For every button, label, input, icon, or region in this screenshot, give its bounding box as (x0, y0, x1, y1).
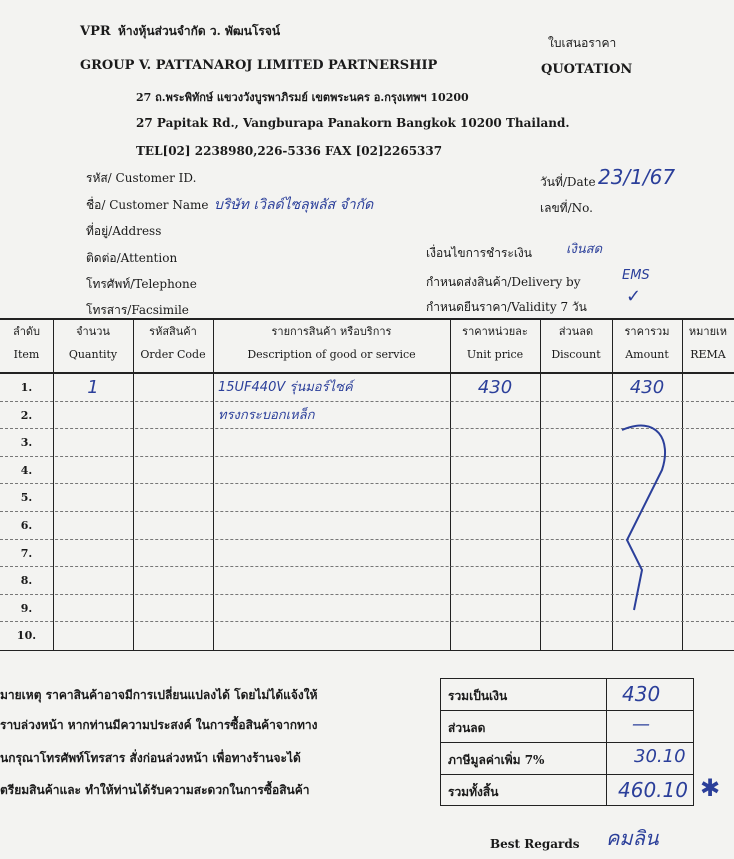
cell-code (133, 567, 213, 595)
grand-total-label: รวมทั้งสิ้น (448, 785, 499, 799)
cell-item: 3. (20, 436, 33, 450)
cell-qty (53, 429, 133, 457)
cell-desc: 15UF440V รุ่นมอร์ไซค์ (218, 380, 353, 395)
grand-total-mark: ✱ (700, 774, 721, 802)
table-row (0, 374, 734, 402)
cell-qty (53, 540, 133, 568)
cell-desc (218, 595, 448, 623)
cell-discount (540, 595, 612, 623)
cell-qty (53, 512, 133, 540)
cell-code (133, 374, 213, 402)
header-remark (682, 322, 734, 361)
cell-qty (53, 622, 133, 650)
cell-discount (540, 540, 612, 568)
header-description (213, 322, 450, 361)
company-address-th: 27 ถ.พระพิทักษ์ แขวงวังบูรพาภิรมย์ เขตพระนคร อ.กรุงเทพฯ 10200 (136, 91, 469, 104)
cell-item: 2. (20, 408, 33, 422)
cell-discount (540, 402, 612, 430)
company-address-en: 27 Papitak Rd., Vangburapa Panakorn Bangkok 10200 Thailand. (136, 116, 570, 130)
cell-item: 4. (20, 463, 33, 477)
remark-line: ราบล่วงหน้า หากท่านมีความประสงค์ ในการซื้อสินค้าจากทาง (0, 718, 318, 732)
cell-discount (540, 512, 612, 540)
cell-code (133, 484, 213, 512)
facsimile-label: โทรสาร/Facsimile (86, 303, 189, 317)
cell-unit (450, 429, 540, 457)
cell-desc (218, 540, 448, 568)
header-order-code-th: รหัสสินค้า (149, 325, 197, 338)
cell-qty (53, 484, 133, 512)
header-quantity-en: Quantity (68, 348, 118, 361)
cell-item: 1. (20, 381, 33, 394)
cell-desc (218, 429, 448, 457)
address-label: ที่อยู่/Address (86, 224, 162, 238)
cell-desc (218, 484, 448, 512)
cell-code (133, 457, 213, 485)
cell-item: 6. (20, 519, 33, 532)
cell-desc (218, 512, 448, 540)
cell-item: 5. (20, 491, 33, 505)
header-order-code (133, 322, 213, 361)
totals-row-divider (440, 710, 694, 711)
delivery-label: กำหนดส่งสินค้า/Delivery by (426, 275, 581, 289)
cell-desc (218, 567, 448, 595)
cell-item: 10. (16, 629, 37, 643)
subtotal-label: รวมเป็นเงิน (448, 689, 508, 703)
header-item-en: Item (13, 348, 40, 361)
cell-item: 7. (20, 546, 33, 560)
cell-discount (540, 622, 612, 650)
header-item-th: ลำดับ (12, 325, 41, 338)
cell-code (133, 622, 213, 650)
company-contact: TEL[02] 2238980,226-5336 FAX [02]2265337 (136, 144, 443, 158)
header-discount-th: ส่วนลด (558, 325, 594, 338)
header-amount-th: ราคารวม (624, 325, 670, 338)
cell-item: 9. (20, 601, 33, 615)
cell-code (133, 540, 213, 568)
best-regards: Best Regards (490, 837, 580, 851)
attention-label: ติดต่อ/Attention (86, 251, 178, 265)
table-bottom-border (0, 650, 734, 651)
grand-total-value: 460.10 (618, 778, 688, 802)
table-top-border (0, 318, 734, 320)
header-description-th: รายการสินค้า หรือบริการ (271, 325, 392, 338)
date-label: วันที่/Date (540, 175, 596, 189)
header-description-en: Description of good or service (247, 348, 416, 361)
customer-id-label: รหัส/ Customer ID. (86, 171, 197, 185)
header-amount-en: Amount (625, 348, 669, 361)
discount-value: — (632, 714, 650, 735)
vat-label: ภาษีมูลค่าเพิ่ม 7% (448, 753, 545, 767)
remark-line: มายเหตุ ราคาสินค้าอาจมีการเปลี่ยนแปลงได้ โดยไม่ได้แจ้งให้ (0, 688, 318, 702)
doc-title-th: ใบเสนอราคา (548, 36, 617, 50)
totals-row-divider (440, 774, 694, 775)
cell-qty (53, 567, 133, 595)
header-unit-price (450, 322, 540, 361)
discount-label: ส่วนลด (448, 721, 486, 735)
validity-check: ✓ (626, 286, 642, 307)
header-discount (540, 322, 612, 361)
cell-discount (540, 429, 612, 457)
cell-unit (450, 595, 540, 623)
header-remark-en: REMA (690, 348, 726, 361)
cell-qty (53, 457, 133, 485)
header-order-code-en: Order Code (140, 348, 206, 361)
header-unit-price-th: ราคาหน่วยละ (462, 325, 528, 338)
cell-unit (450, 402, 540, 430)
cell-discount (540, 484, 612, 512)
amount-strike-mark (612, 400, 682, 650)
company-name-th: ห้างหุ้นส่วนจำกัด ว. พัฒนโรจน์ (118, 24, 281, 38)
cell-discount (540, 374, 612, 402)
payment-label: เงื่อนไขการชำระเงิน (426, 246, 532, 260)
header-quantity (53, 322, 133, 361)
company-name-en: GROUP V. PATTANAROJ LIMITED PARTNERSHIP (80, 58, 438, 73)
doc-title-en: QUOTATION (541, 62, 633, 77)
cell-qty (53, 402, 133, 430)
header-item (0, 322, 53, 361)
customer-name-label: ชื่อ/ Customer Name (86, 198, 209, 212)
delivery-value: EMS (622, 268, 650, 283)
header-unit-price-en: Unit price (466, 348, 524, 361)
cell-unit (450, 540, 540, 568)
cell-unit (450, 567, 540, 595)
cell-discount (540, 567, 612, 595)
payment-value: เงินสด (566, 242, 603, 257)
totals-row-divider (440, 742, 694, 743)
cell-unit (450, 622, 540, 650)
cell-qty: 1 (87, 377, 99, 398)
customer-name-value: บริษัท เวิลด์ไซลุพลัส จำกัด (214, 197, 374, 213)
cell-qty (53, 595, 133, 623)
cell-code (133, 429, 213, 457)
date-value: 23/1/67 (598, 165, 676, 189)
cell-unit: 430 (477, 377, 513, 398)
cell-amount: 430 (629, 377, 665, 398)
signature: คมลิน (606, 826, 659, 850)
cell-item: 8. (20, 574, 33, 588)
remark-line: นกรุณาโทรศัพท์โทรสาร สั่งก่อนล่วงหน้า เพื่อทางร้านจะได้ (0, 751, 301, 765)
header-discount-en: Discount (551, 348, 601, 361)
cell-code (133, 512, 213, 540)
remark-line: ตรียมสินค้าและ ทำให้ท่านได้รับความสะดวกในการซื้อสินค้า (0, 783, 310, 797)
validity-label: กำหนดยืนราคา/Validity 7 วัน (426, 300, 587, 314)
subtotal-value: 430 (622, 682, 661, 706)
company-abbr: VPR (80, 24, 111, 39)
cell-unit (450, 484, 540, 512)
telephone-label: โทรศัพท์/Telephone (86, 277, 197, 291)
header-quantity-th: จำนวน (76, 325, 110, 338)
vat-value: 30.10 (634, 746, 686, 767)
no-label: เลขที่/No. (540, 201, 593, 215)
cell-discount (540, 457, 612, 485)
header-amount (612, 322, 682, 361)
cell-desc: ทรงกระบอกเหล็ก (218, 407, 315, 423)
cell-desc (218, 622, 448, 650)
cell-code (133, 402, 213, 430)
cell-unit (450, 457, 540, 485)
cell-desc (218, 457, 448, 485)
cell-code (133, 595, 213, 623)
header-remark-th: หมายเห (688, 325, 728, 338)
cell-unit (450, 512, 540, 540)
